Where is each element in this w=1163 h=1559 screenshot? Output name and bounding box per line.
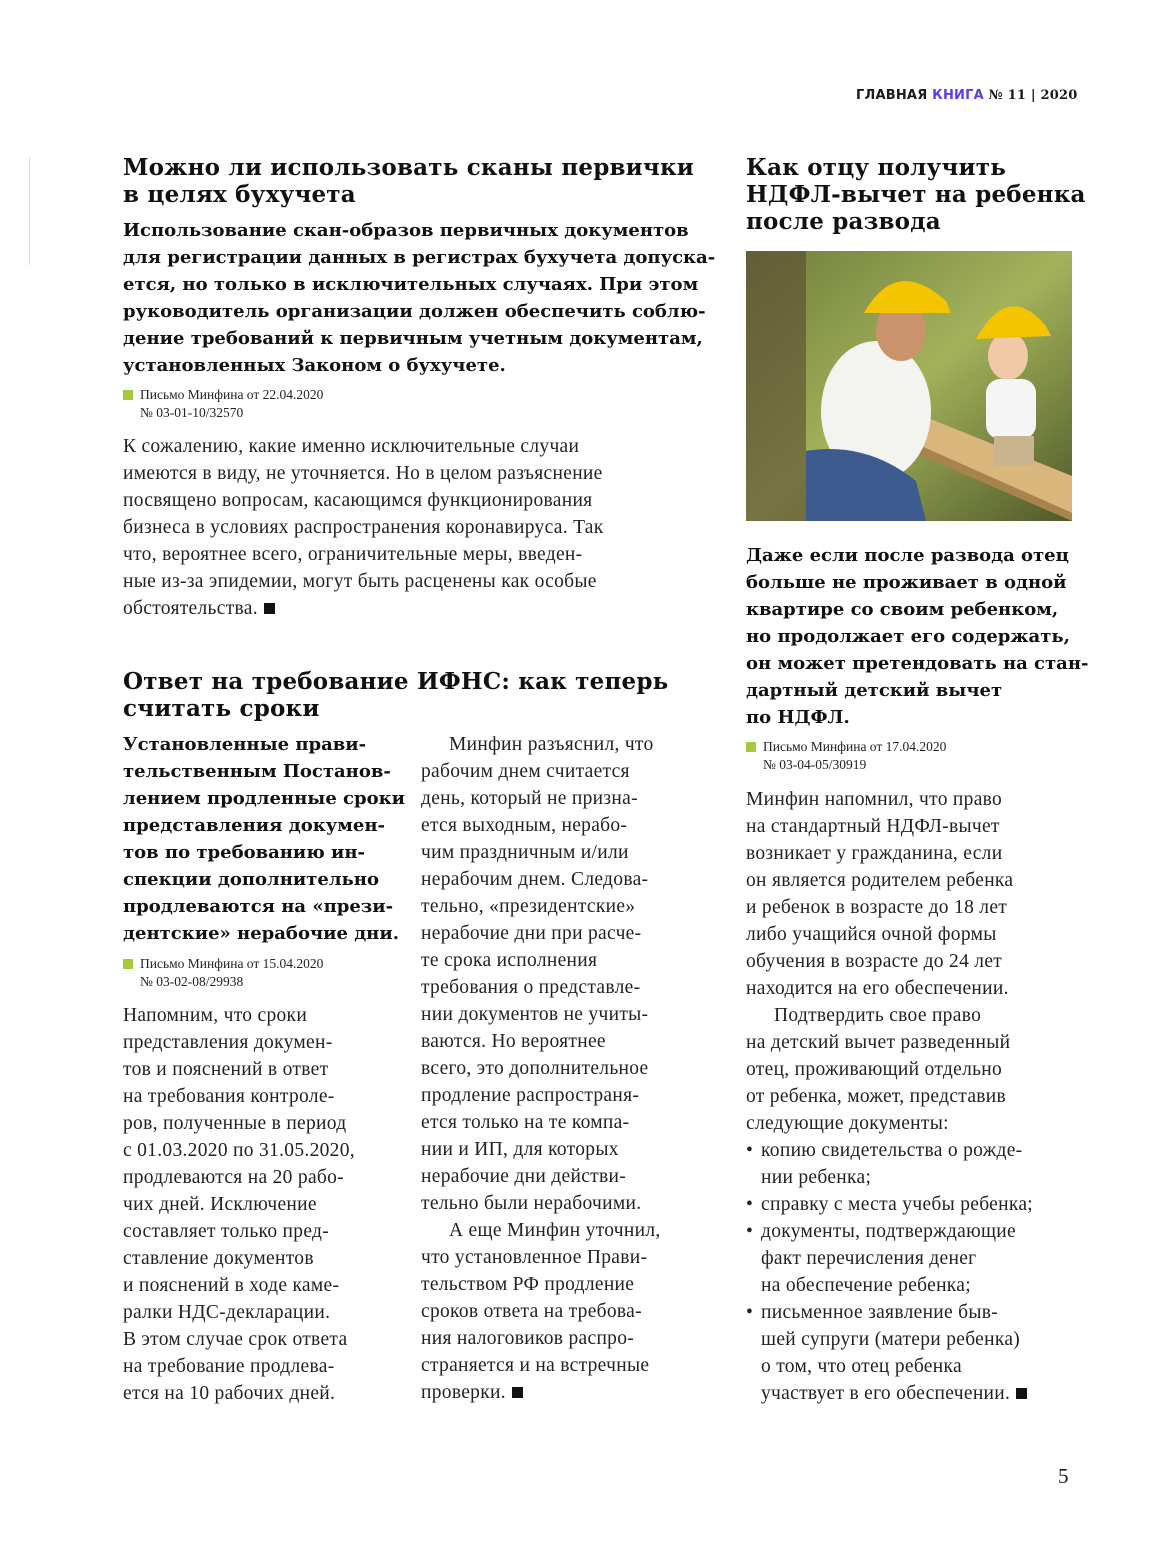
- text-line: на требования контроле-: [123, 1086, 335, 1107]
- text-line: тов и пояснений в ответ: [123, 1059, 329, 1080]
- text-line: ния налоговиков распро-: [421, 1328, 635, 1349]
- text-line: и ребенок в возрасте до 18 лет: [746, 897, 1008, 918]
- text-line: отец, проживающий отдельно: [746, 1059, 1003, 1080]
- text-line: тельно, «президентские»: [421, 896, 636, 917]
- text-line: на стандартный НДФЛ-вычет: [746, 816, 1000, 837]
- list-item: [746, 1218, 1033, 1299]
- article2-source: [123, 955, 323, 991]
- text-line: продлеваются на «прези-: [123, 896, 394, 917]
- text-line: сроков ответа на требова-: [421, 1301, 642, 1322]
- text-line: ется, но только в исключительных случаях. При этом: [123, 274, 699, 295]
- text-line: он может претендовать на стан-: [746, 653, 1089, 674]
- text-line: ваются. Но вероятнее: [421, 1031, 606, 1052]
- text-line: ется на 10 рабочих дней.: [123, 1383, 336, 1404]
- article2-body-col1: [123, 1002, 355, 1407]
- text-line: шей супруги (матери ребенка): [761, 1329, 1021, 1350]
- text-line: № 03-04-05/30919: [763, 757, 867, 772]
- source-marker-icon: [123, 390, 133, 400]
- text-line: чим праздничным и/или: [421, 842, 629, 863]
- text-line: лением продленные сроки: [123, 788, 405, 809]
- article1-title: [123, 154, 694, 208]
- text-line: нерабочим днем. Следова-: [421, 869, 649, 890]
- text-line: тельно были нерабочими.: [421, 1193, 642, 1214]
- text-line: тов по требованию ин-: [123, 842, 365, 863]
- text-line: на детский вычет разведенный: [746, 1032, 1011, 1053]
- text-line: справку с места учебы ребенка;: [761, 1194, 1034, 1215]
- text-line: Как отцу получить: [746, 154, 1007, 181]
- text-line: нии документов не учиты-: [421, 1004, 649, 1025]
- article1-source: [123, 386, 323, 422]
- text-line: дартный детский вычет: [746, 680, 1003, 701]
- text-line: и пояснений в ходе каме-: [123, 1275, 340, 1296]
- bullet-icon: •: [746, 1194, 753, 1215]
- text-line: ралки НДС-декларации.: [123, 1302, 331, 1323]
- text-line: ров, полученные в период: [123, 1113, 347, 1134]
- source-text: [763, 738, 946, 774]
- bullet-icon: •: [746, 1302, 753, 1323]
- list-item: [746, 1191, 1033, 1218]
- article2-body-col2: [421, 731, 661, 1406]
- text-line: чих дней. Исключение: [123, 1194, 317, 1215]
- text-line: но продолжает его содержать,: [746, 626, 1070, 647]
- text-line: документы, подтверждающие: [761, 1221, 1016, 1242]
- text-line: с 01.03.2020 по 31.05.2020,: [123, 1140, 355, 1161]
- text-line: посвящено вопросам, касающимся функционирования: [123, 490, 593, 511]
- text-line: следующие документы:: [746, 1113, 949, 1134]
- text-line: проверки.: [421, 1379, 661, 1406]
- text-line: находится на его обеспечении.: [746, 978, 1009, 999]
- text-line: нии и ИП, для которых: [421, 1139, 619, 1160]
- text-line: дентские» нерабочие дни.: [123, 923, 399, 944]
- article1-body: [123, 433, 604, 622]
- text-line: дение требований к первичным учетным документам,: [123, 328, 703, 349]
- text-line: Письмо Минфина от 22.04.2020: [140, 387, 324, 402]
- text-line: составляет только пред-: [123, 1221, 330, 1242]
- margin-rule: [29, 157, 30, 265]
- text-line: ется только на те компа-: [421, 1112, 630, 1133]
- text-line: возникает у гражданина, если: [746, 843, 1003, 864]
- father-and-child-photo: [746, 251, 1072, 521]
- article2-title: [123, 668, 668, 722]
- text-line: Использование скан-образов первичных документов: [123, 220, 689, 241]
- text-line: обучения в возрасте до 24 лет: [746, 951, 1003, 972]
- bullet-icon: •: [746, 1140, 753, 1161]
- text-line: всего, это дополнительное: [421, 1058, 649, 1079]
- text-line: по НДФЛ.: [746, 707, 850, 728]
- text-line: он является родителем ребенка: [746, 870, 1014, 891]
- running-header: [856, 88, 1078, 103]
- source-marker-icon: [746, 742, 756, 752]
- article3-paragraphs: [746, 786, 1033, 1137]
- text-line: страняется и на встречные: [421, 1355, 650, 1376]
- text-line: в целях бухучета: [123, 181, 356, 208]
- text-line: продлеваются на 20 рабо-: [123, 1167, 344, 1188]
- text-line: руководитель организации должен обеспечить соблю-: [123, 301, 706, 322]
- end-of-article-icon: [264, 603, 275, 614]
- text-line: считать сроки: [123, 695, 320, 722]
- text-line: ется выходным, нерабо-: [421, 815, 628, 836]
- source-text: [140, 386, 323, 422]
- text-line: установленных Законом о бухучете.: [123, 355, 506, 376]
- text-line: тельством РФ продление: [421, 1274, 635, 1295]
- text-line: на обеспечение ребенка;: [761, 1275, 971, 1296]
- text-line: о том, что отец ребенка: [761, 1356, 962, 1377]
- text-line: Можно ли использовать сканы первички: [123, 154, 695, 181]
- text-line: те срока исполнения: [421, 950, 598, 971]
- text-line: Даже если после развода отец: [746, 545, 1069, 566]
- text-line: Подтвердить свое право: [774, 1005, 982, 1026]
- text-line: № 03-01-10/32570: [140, 405, 244, 420]
- list-item: [746, 1299, 1033, 1407]
- article3-lead: [746, 542, 1088, 731]
- text-line: что установленное Прави-: [421, 1247, 648, 1268]
- text-line: ставление документов: [123, 1248, 314, 1269]
- text-line: нии ребенка;: [761, 1167, 872, 1188]
- issue-number: № 11 | 2020: [988, 88, 1078, 103]
- text-line: тельственным Постанов-: [123, 761, 391, 782]
- page-number: 5: [1058, 1464, 1069, 1488]
- brand-word-1: ГЛАВНАЯ: [856, 88, 928, 103]
- text-line: от ребенка, может, представив: [746, 1086, 1007, 1107]
- article3-body: [746, 786, 1033, 1407]
- text-line: ные из-за эпидемии, могут быть расценены как особые: [123, 571, 597, 592]
- end-of-article-icon: [512, 1387, 523, 1398]
- document-list: [746, 1137, 1033, 1407]
- brand-word-2: КНИГА: [932, 88, 984, 103]
- end-of-article-icon: [1016, 1388, 1027, 1399]
- text-line: нерабочие дни при расче-: [421, 923, 642, 944]
- article3-source: [746, 738, 946, 774]
- text-line: Ответ на требование ИФНС: как теперь: [123, 668, 669, 695]
- text-line: участвует в его обеспечении.: [761, 1380, 1033, 1407]
- text-line: А еще Минфин уточнил,: [449, 1220, 661, 1241]
- source-marker-icon: [123, 959, 133, 969]
- bullet-icon: •: [746, 1221, 753, 1242]
- text-line: копию свидетельства о рожде-: [761, 1140, 1023, 1161]
- text-line: для регистрации данных в регистрах бухучета допуска-: [123, 247, 716, 268]
- text-line: Напомним, что сроки: [123, 1005, 308, 1026]
- text-line: письменное заявление быв-: [761, 1302, 999, 1323]
- text-line: представления докумен-: [123, 815, 385, 836]
- text-line: квартире со своим ребенком,: [746, 599, 1059, 620]
- article2-lead: [123, 731, 405, 947]
- text-line: день, который не призна-: [421, 788, 638, 809]
- list-item: [746, 1137, 1033, 1191]
- text-line: либо учащийся очной формы: [746, 924, 997, 945]
- article3-title: [746, 154, 1086, 235]
- text-line: спекции дополнительно: [123, 869, 379, 890]
- text-line: Минфин напомнил, что право: [746, 789, 1003, 810]
- text-line: имеются в виду, не уточняется. Но в целом разъяснение: [123, 463, 603, 484]
- text-line: после развода: [746, 208, 941, 235]
- text-line: В этом случае срок ответа: [123, 1329, 348, 1350]
- text-line: Установленные прави-: [123, 734, 367, 755]
- text-line: больше не проживает в одной: [746, 572, 1067, 593]
- text-line: требования о представле-: [421, 977, 641, 998]
- article1-lead: [123, 217, 715, 379]
- text-line: № 03-02-08/29938: [140, 974, 244, 989]
- text-line: представления докумен-: [123, 1032, 333, 1053]
- text-line: Письмо Минфина от 17.04.2020: [763, 739, 947, 754]
- text-line: Письмо Минфина от 15.04.2020: [140, 956, 324, 971]
- source-text: [140, 955, 323, 991]
- text-line: НДФЛ-вычет на ребенка: [746, 181, 1086, 208]
- text-line: обстоятельства.: [123, 595, 604, 622]
- text-line: нерабочие дни действи-: [421, 1166, 627, 1187]
- text-line: Минфин разъяснил, что: [449, 734, 654, 755]
- text-line: бизнеса в условиях распространения коронавируса. Так: [123, 517, 604, 538]
- text-line: продление распространя-: [421, 1085, 640, 1106]
- text-line: что, вероятнее всего, ограничительные меры, введен-: [123, 544, 583, 565]
- text-line: К сожалению, какие именно исключительные случаи: [123, 436, 580, 457]
- text-line: факт перечисления денег: [761, 1248, 977, 1269]
- text-line: рабочим днем считается: [421, 761, 630, 782]
- text-line: на требование продлева-: [123, 1356, 335, 1377]
